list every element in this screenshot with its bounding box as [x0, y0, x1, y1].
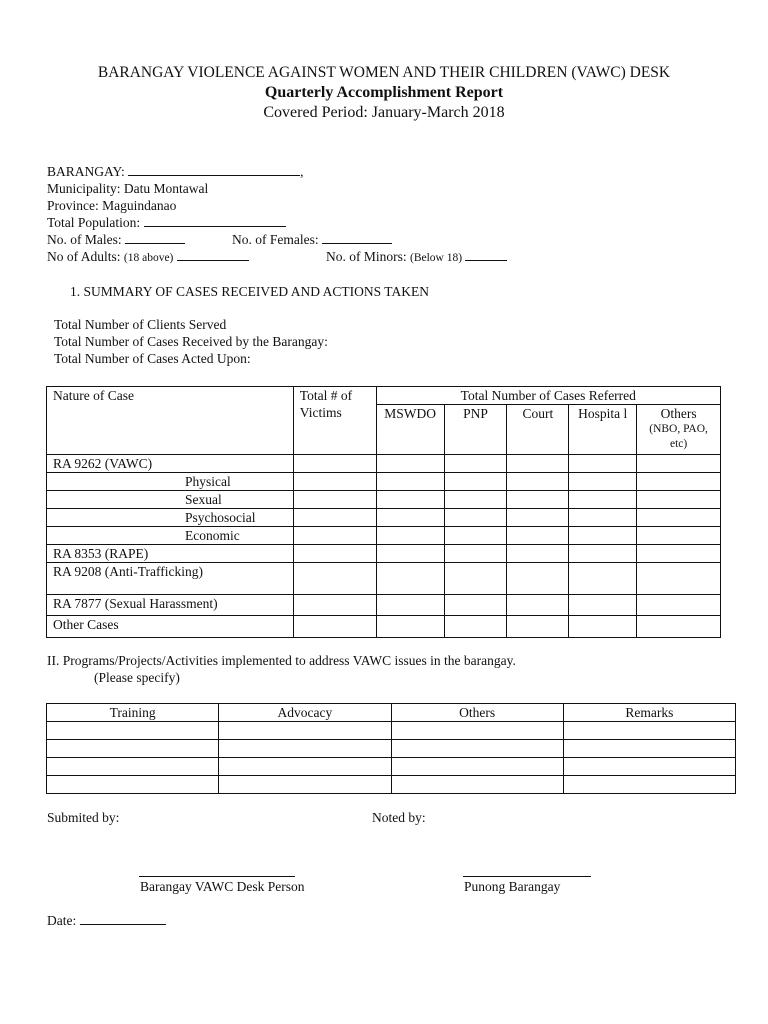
table-cell[interactable] [569, 563, 637, 595]
table-cell[interactable] [219, 776, 391, 794]
table-cell[interactable] [569, 616, 637, 638]
table-cell[interactable] [293, 491, 376, 509]
row-label: Sexual [47, 491, 294, 509]
table-cell[interactable] [376, 473, 444, 491]
header-hospital: Hospita l [569, 405, 637, 455]
signature-line-left[interactable] [139, 876, 295, 877]
table-cell[interactable] [637, 595, 721, 616]
table-cell[interactable] [444, 491, 507, 509]
table-cell[interactable] [507, 455, 569, 473]
province-line: Province: Maguindanao [47, 198, 177, 213]
table-cell[interactable] [507, 509, 569, 527]
table-cell[interactable] [637, 473, 721, 491]
signatory-left-title: Barangay VAWC Desk Person [140, 879, 305, 894]
table-cell[interactable] [444, 563, 507, 595]
adults-blank[interactable] [177, 249, 249, 261]
cases-received-line: Total Number of Cases Received by the Barangay: [54, 334, 328, 349]
table-row [47, 740, 736, 758]
table-cell[interactable] [444, 616, 507, 638]
row-label: RA 9208 (Anti-Trafficking) [47, 563, 294, 595]
females-label: No. of Females: [232, 232, 319, 247]
males-blank[interactable] [125, 232, 185, 244]
table-cell[interactable] [444, 595, 507, 616]
section1-title: 1. SUMMARY OF CASES RECEIVED AND ACTIONS TAKEN [70, 284, 429, 299]
programs-table [46, 703, 736, 794]
table-cell[interactable] [391, 740, 563, 758]
table-cell[interactable] [376, 616, 444, 638]
table-cell[interactable] [569, 491, 637, 509]
report-agency-title: BARANGAY VIOLENCE AGAINST WOMEN AND THEIR CHILDREN (VAWC) DESK [97, 64, 671, 81]
row-label: Physical [47, 473, 294, 491]
barangay-label: BARANGAY: [47, 164, 125, 179]
table-cell[interactable] [293, 545, 376, 563]
table-cell[interactable] [47, 740, 219, 758]
municipality-line: Municipality: Datu Montawal [47, 181, 209, 196]
table-header-row [47, 704, 736, 722]
row-label: Other Cases [47, 616, 294, 638]
population-field [47, 215, 286, 231]
table-cell[interactable] [376, 509, 444, 527]
table-row [47, 545, 721, 563]
header-others-note: (NBO, PAO, etc) [649, 423, 708, 450]
table-cell[interactable] [219, 722, 391, 740]
section2-title: II. Programs/Projects/Activities implemented to address VAWC issues in the barangay. [47, 653, 516, 668]
header-training: Training [47, 704, 219, 722]
header-others [637, 405, 721, 455]
population-blank[interactable] [144, 215, 286, 227]
table-cell[interactable] [376, 455, 444, 473]
table-cell[interactable] [444, 473, 507, 491]
table-cell[interactable] [569, 545, 637, 563]
table-cell[interactable] [563, 740, 735, 758]
table-cell[interactable] [47, 722, 219, 740]
minors-note: (Below 18) [410, 252, 463, 264]
table-cell[interactable] [507, 527, 569, 545]
date-blank[interactable] [80, 913, 166, 925]
minors-field [326, 249, 507, 265]
table-cell[interactable] [569, 455, 637, 473]
table-cell[interactable] [444, 527, 507, 545]
table-row [47, 563, 721, 595]
table-cell[interactable] [569, 595, 637, 616]
table-cell[interactable] [507, 473, 569, 491]
table-cell[interactable] [507, 595, 569, 616]
table-cell[interactable] [391, 722, 563, 740]
submitted-by-label: Submited by: [47, 810, 120, 825]
adults-field [47, 249, 249, 265]
header-mswdo: MSWDO [376, 405, 444, 455]
row-label: RA 9262 (VAWC) [47, 455, 294, 473]
table-cell[interactable] [507, 545, 569, 563]
barangay-suffix: , [300, 164, 304, 179]
table-cell[interactable] [563, 722, 735, 740]
table-cell[interactable] [637, 616, 721, 638]
table-cell[interactable] [637, 563, 721, 595]
table-cell[interactable] [293, 455, 376, 473]
header-remarks: Remarks [563, 704, 735, 722]
report-title: Quarterly Accomplishment Report [264, 84, 504, 101]
table-row [47, 595, 721, 616]
header-pnp: PNP [444, 405, 507, 455]
table-cell[interactable] [637, 509, 721, 527]
barangay-field [47, 164, 304, 180]
header-court: Court [507, 405, 569, 455]
table-cell[interactable] [376, 595, 444, 616]
header-others: Others [391, 704, 563, 722]
covered-period: Covered Period: January-March 2018 [263, 104, 505, 121]
table-cell[interactable] [507, 616, 569, 638]
row-label: RA 8353 (RAPE) [47, 545, 294, 563]
table-cell[interactable] [219, 740, 391, 758]
males-field [47, 232, 185, 248]
noted-by-label: Noted by: [372, 810, 426, 825]
header-total-victims: Total # of Victims [293, 387, 376, 455]
table-cell[interactable] [293, 616, 376, 638]
minors-label: No. of Minors: [326, 249, 407, 264]
header-advocacy: Advocacy [219, 704, 391, 722]
table-cell[interactable] [391, 776, 563, 794]
adults-label: No of Adults: [47, 249, 121, 264]
minors-blank[interactable] [465, 249, 507, 261]
table-row [47, 758, 736, 776]
table-row [47, 491, 721, 509]
table-cell[interactable] [507, 563, 569, 595]
row-label: Economic [47, 527, 294, 545]
signatory-right-title: Punong Barangay [464, 879, 561, 894]
table-cell[interactable] [637, 545, 721, 563]
signature-line-right[interactable] [463, 876, 591, 877]
table-cell[interactable] [569, 473, 637, 491]
table-cell[interactable] [47, 776, 219, 794]
table-cell[interactable] [637, 455, 721, 473]
table-cell[interactable] [637, 491, 721, 509]
table-cell[interactable] [376, 491, 444, 509]
cases-acted-line: Total Number of Cases Acted Upon: [54, 351, 251, 366]
females-blank[interactable] [322, 232, 392, 244]
table-cell[interactable] [563, 758, 735, 776]
table-cell[interactable] [444, 509, 507, 527]
table-row [47, 455, 721, 473]
table-row [47, 473, 721, 491]
row-label: Psychosocial [47, 509, 294, 527]
table-cell[interactable] [637, 527, 721, 545]
females-field [232, 232, 392, 248]
table-cell[interactable] [219, 758, 391, 776]
table-cell[interactable] [569, 509, 637, 527]
table-cell[interactable] [293, 563, 376, 595]
adults-note: (18 above) [123, 252, 174, 264]
table-cell[interactable] [569, 527, 637, 545]
table-row [47, 776, 736, 794]
table-cell[interactable] [444, 545, 507, 563]
table-cell[interactable] [376, 527, 444, 545]
table-cell[interactable] [376, 563, 444, 595]
table-row [47, 616, 721, 638]
table-cell[interactable] [507, 491, 569, 509]
table-cell[interactable] [444, 455, 507, 473]
cases-table [46, 386, 721, 638]
header-cases-referred: Total Number of Cases Referred [376, 387, 720, 405]
clients-served-line: Total Number of Clients Served [54, 317, 227, 332]
table-cell[interactable] [293, 473, 376, 491]
males-label: No. of Males: [47, 232, 122, 247]
section2-note: (Please specify) [94, 670, 180, 685]
table-cell[interactable] [47, 758, 219, 776]
table-cell[interactable] [391, 758, 563, 776]
table-cell[interactable] [293, 595, 376, 616]
barangay-blank[interactable] [128, 164, 300, 176]
table-row [47, 509, 721, 527]
row-label: RA 7877 (Sexual Harassment) [47, 595, 294, 616]
table-cell[interactable] [563, 776, 735, 794]
date-field [47, 913, 166, 929]
population-label: Total Population: [47, 215, 141, 230]
header-nature-of-case: Nature of Case [47, 387, 294, 455]
date-label: Date: [47, 913, 77, 928]
table-row [47, 527, 721, 545]
table-cell[interactable] [293, 509, 376, 527]
table-cell[interactable] [293, 527, 376, 545]
table-cell[interactable] [376, 545, 444, 563]
header-others-label: Others [660, 406, 697, 421]
table-row [47, 722, 736, 740]
